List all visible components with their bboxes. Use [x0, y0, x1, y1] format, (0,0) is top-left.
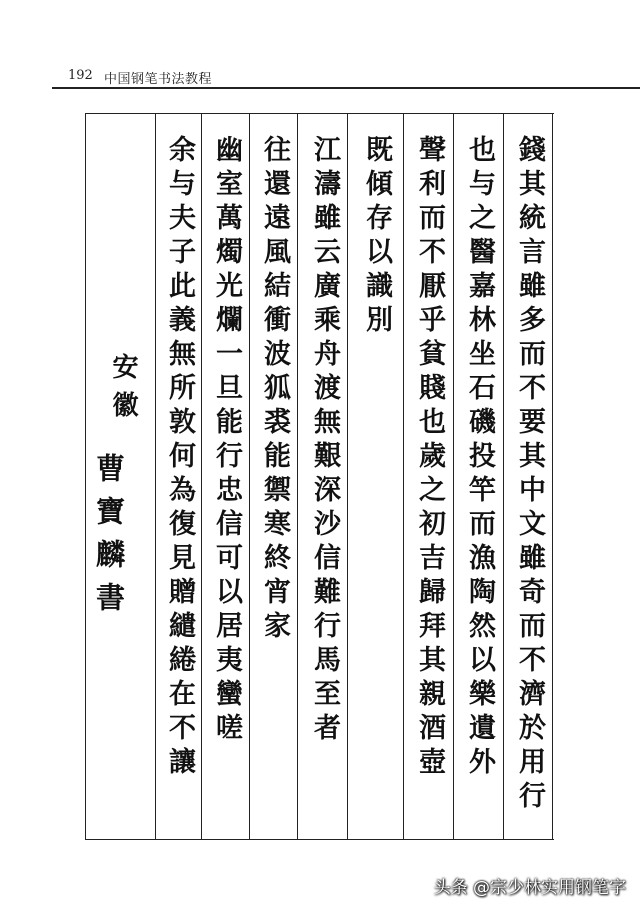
column-text: 往還遠風結衝波狐裘能禦寒終宵家 [259, 135, 290, 645]
text-column-4 [353, 113, 401, 840]
text-column-7 [203, 113, 251, 840]
signature-block [85, 113, 155, 840]
page-header [52, 66, 640, 86]
page-number: 192 [68, 68, 93, 83]
text-column-6 [251, 113, 299, 840]
column-text: 余与夫子此義無所敦何為復見贈繾綣在不讓 [164, 135, 195, 781]
column-text: 既傾存以識別 [361, 135, 392, 339]
text-column-5 [301, 113, 349, 840]
header-rule [52, 87, 640, 89]
text-column-3 [406, 113, 454, 840]
column-text: 聲利而不厭乎貧賤也歲之初吉歸拜其親酒壺 [414, 135, 445, 781]
text-column-1 [506, 113, 554, 840]
column-text: 江濤雖云廣乘舟渡無艱深沙信難行馬至者 [309, 135, 340, 747]
signature-origin: 安徽 [108, 353, 138, 429]
source-watermark: 头条 @宗少林实用钢笔字 [433, 878, 626, 898]
column-rule [403, 113, 404, 840]
signature-name: 曹寶麟書 [92, 453, 126, 625]
column-text: 也与之醫嘉林坐石磯投竿而漁陶然以樂遺外 [464, 135, 495, 781]
column-text: 幽室萬燭光爛一旦能行忠信可以居夷蠻嗟 [211, 135, 242, 747]
column-text: 錢其統言雖多而不要其中文雖奇而不濟於用行 [514, 135, 545, 815]
text-column-8 [156, 113, 204, 840]
text-column-2 [456, 113, 504, 840]
calligraphy-sheet [85, 113, 554, 840]
book-title: 中国钢笔书法教程 [104, 72, 213, 87]
